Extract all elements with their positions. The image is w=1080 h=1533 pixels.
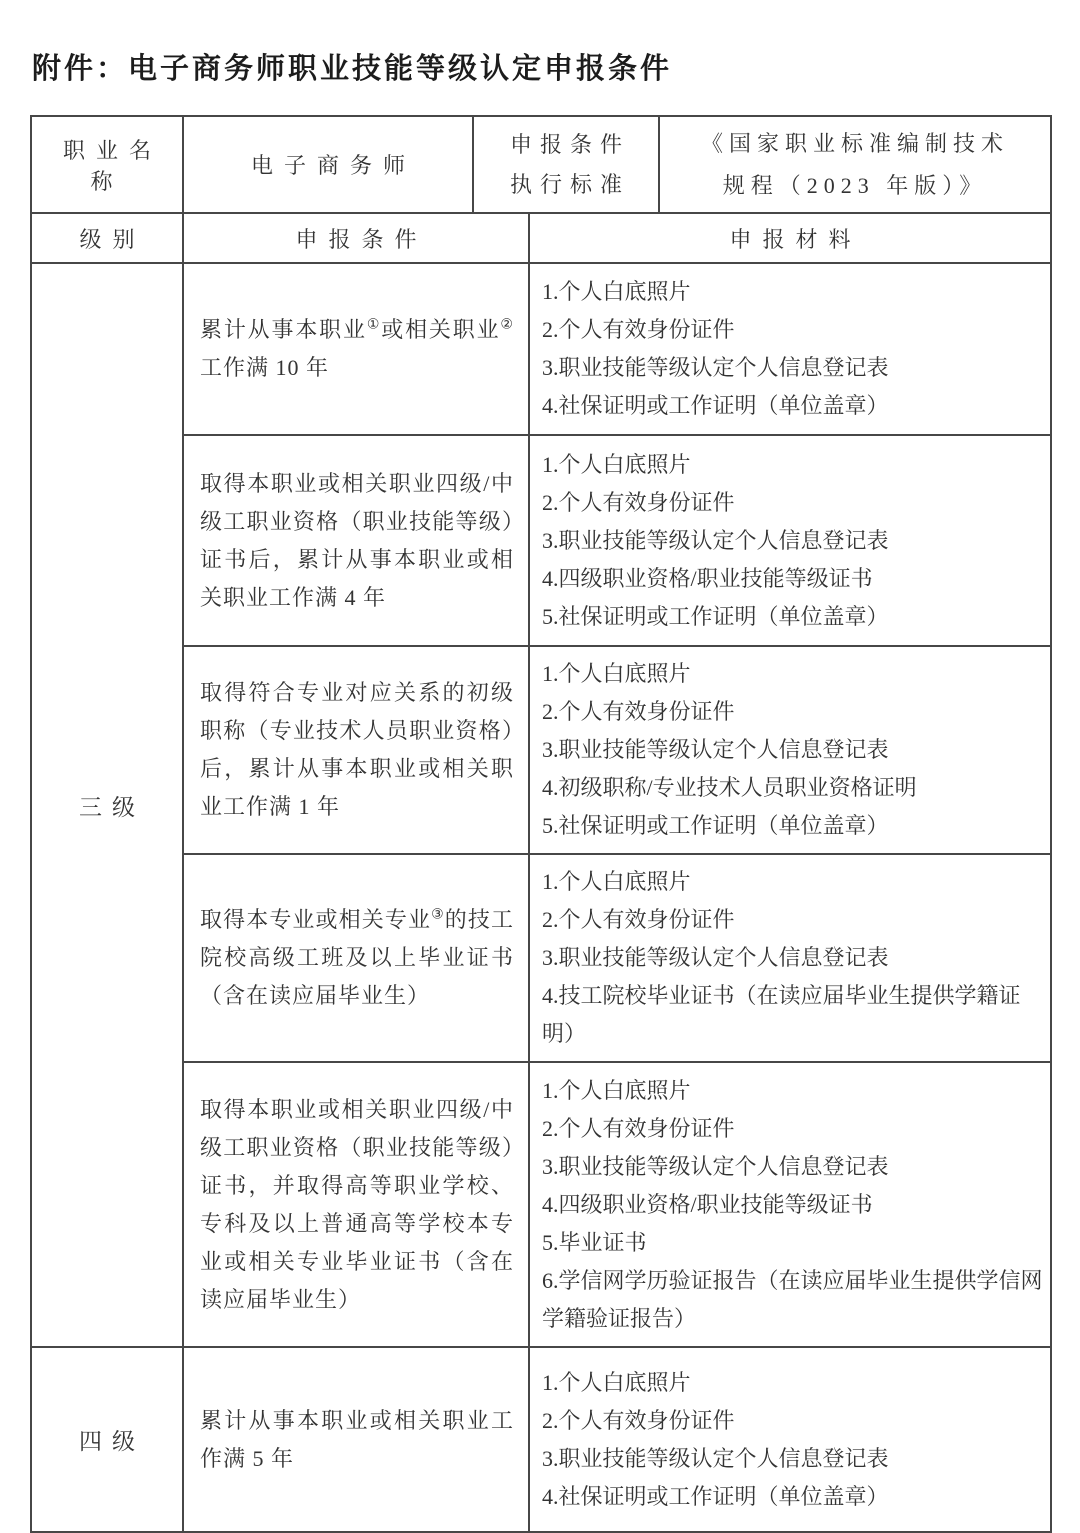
- material-line: 3.职业技能等级认定个人信息登记表: [542, 1153, 889, 1179]
- cell-materials: [529, 263, 1051, 435]
- cell-condition-header: 申报条件: [183, 213, 529, 263]
- cell-condition: [183, 1062, 529, 1347]
- cell-occupation-value: 电子商务师: [183, 116, 473, 213]
- material-line: 1.个人白底照片: [542, 1369, 691, 1395]
- standard-label-line1: 申报条件: [510, 131, 631, 157]
- material-line: 3.职业技能等级认定个人信息登记表: [542, 1445, 889, 1471]
- material-line: 4.社保证明或工作证明（单位盖章）: [542, 393, 889, 418]
- material-line: 3.职业技能等级认定个人信息登记表: [542, 945, 889, 970]
- condition-segment: 或相关职业: [381, 317, 501, 342]
- table-row-column-headers: [31, 213, 1051, 263]
- cell-level-header: 级别: [31, 213, 183, 263]
- cell-condition: [183, 854, 529, 1062]
- condition-segment: 累计从事本职业: [200, 317, 367, 342]
- cell-standard-value: [659, 116, 1051, 213]
- material-line: 1.个人白底照片: [542, 279, 691, 304]
- material-line: 5.社保证明或工作证明（单位盖章）: [542, 813, 889, 838]
- page-title: 附件：电子商务师职业技能等级认定申报条件: [32, 53, 673, 85]
- superscript-marker-2: ②: [500, 317, 514, 333]
- cell-materials: [529, 854, 1051, 1062]
- table-row-level3-5: [31, 1062, 1051, 1347]
- cell-condition: [183, 646, 529, 854]
- material-line: 4.社保证明或工作证明（单位盖章）: [542, 1483, 889, 1509]
- cell-level-3: 三级: [31, 263, 183, 1347]
- material-line: 2.个人有效身份证件: [542, 907, 735, 932]
- cell-occupation-label: 职业名称: [31, 116, 183, 213]
- superscript-marker-3: ③: [431, 907, 445, 923]
- table-row-level3-1: [31, 263, 1051, 435]
- material-line: 4.四级职业资格/职业技能等级证书: [542, 1191, 873, 1217]
- material-line: 2.个人有效身份证件: [542, 317, 735, 342]
- material-line: 5.毕业证书: [542, 1229, 647, 1255]
- table-row-level3-2: [31, 435, 1051, 646]
- material-line: 4.四级职业资格/职业技能等级证书: [542, 565, 873, 591]
- standard-value-line2: 规程（2023 年版）》: [722, 172, 988, 198]
- cell-condition: [183, 263, 529, 435]
- standard-label-line2: 执行标准: [510, 171, 631, 197]
- cell-condition: [183, 1347, 529, 1532]
- table-row-occupation: [31, 116, 1051, 213]
- material-line: 1.个人白底照片: [542, 1077, 691, 1103]
- condition-segment: 取得本职业或相关职业四级/中级工职业资格（职业技能等级）证书，并取得高等职业学校、专科及以上普通高等学校本专业或相关专业毕业证书（含在读应届毕业生）: [200, 1096, 514, 1312]
- material-line: 4.初级职称/专业技术人员职业资格证明: [542, 775, 917, 800]
- material-line: 1.个人白底照片: [542, 661, 691, 686]
- cell-materials: [529, 1347, 1051, 1532]
- material-line: 1.个人白底照片: [542, 869, 691, 894]
- cell-level-4: 四级: [31, 1347, 183, 1532]
- material-line: 2.个人有效身份证件: [542, 1115, 735, 1141]
- cell-materials: [529, 1062, 1051, 1347]
- table-row-level4: [31, 1347, 1051, 1532]
- cell-materials: [529, 435, 1051, 646]
- condition-segment: 取得符合专业对应关系的初级职称（专业技术人员职业资格）后，累计从事本职业或相关职业工作满 1 年: [200, 680, 514, 819]
- condition-segment: 取得本专业或相关专业: [200, 907, 432, 932]
- material-line: 3.职业技能等级认定个人信息登记表: [542, 527, 889, 553]
- material-line: 4.技工院校毕业证书（在读应届毕业生提供学籍证明）: [542, 983, 1021, 1046]
- material-line: 5.社保证明或工作证明（单位盖章）: [542, 603, 889, 629]
- material-line: 6.学信网学历验证报告（在读应届毕业生提供学信网学籍验证报告）: [542, 1267, 1043, 1331]
- material-line: 2.个人有效身份证件: [542, 489, 735, 515]
- material-line: 2.个人有效身份证件: [542, 1407, 735, 1433]
- material-line: 1.个人白底照片: [542, 451, 691, 477]
- cell-materials-header: 申报材料: [529, 213, 1051, 263]
- material-line: 2.个人有效身份证件: [542, 699, 735, 724]
- cell-materials: [529, 646, 1051, 854]
- condition-segment: 累计从事本职业或相关职业工作满 5 年: [200, 1407, 514, 1471]
- condition-segment: 的技工院校高级工班及以上毕业证书（含在读应届毕业生）: [200, 907, 514, 1008]
- standard-value-line1: 《国家职业标准编制技术: [701, 130, 1010, 156]
- cell-condition: [183, 435, 529, 646]
- table-row-level3-3: [31, 646, 1051, 854]
- application-conditions-table: [30, 115, 1052, 1533]
- material-line: 3.职业技能等级认定个人信息登记表: [542, 355, 889, 380]
- material-line: 3.职业技能等级认定个人信息登记表: [542, 737, 889, 762]
- condition-segment: 取得本职业或相关职业四级/中级工职业资格（职业技能等级）证书后，累计从事本职业或相关职业工作满 4 年: [200, 470, 514, 610]
- table-row-level3-4: [31, 854, 1051, 1062]
- condition-segment: 工作满 10 年: [200, 355, 330, 380]
- superscript-marker-1: ①: [366, 317, 382, 333]
- cell-standard-label: [473, 116, 659, 213]
